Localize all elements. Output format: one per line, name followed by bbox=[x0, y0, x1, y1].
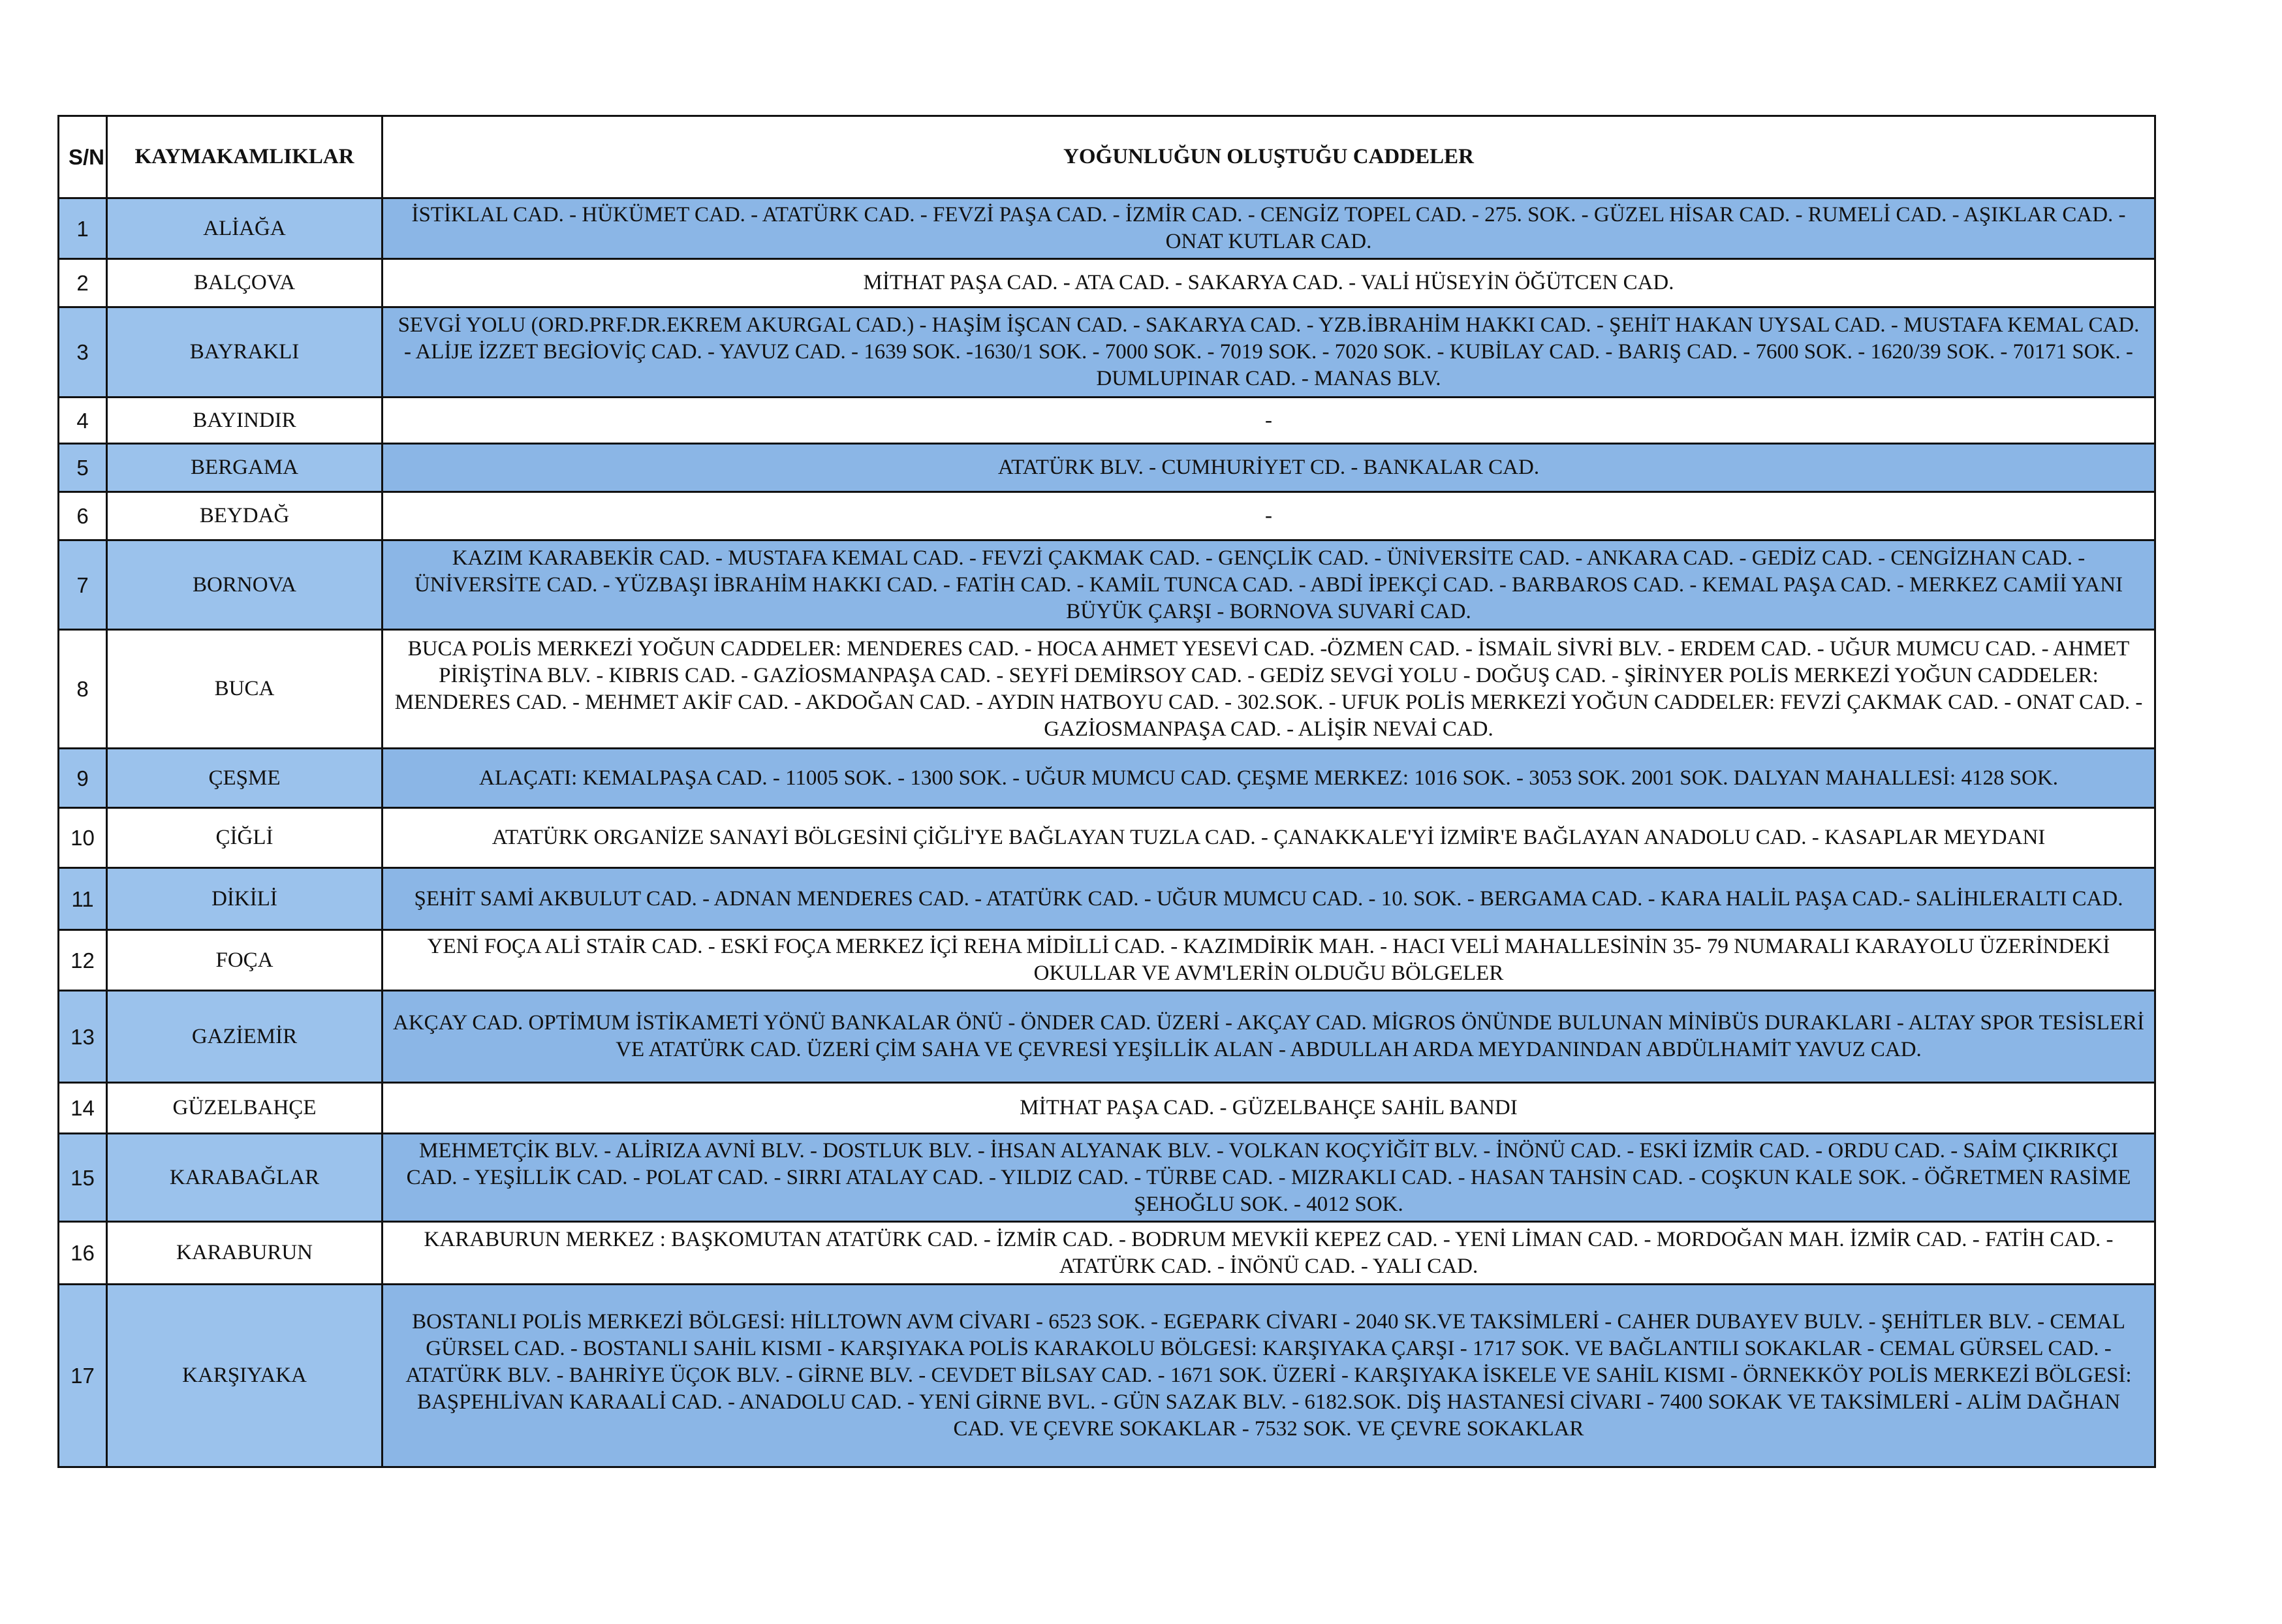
row-number: 8 bbox=[59, 630, 107, 749]
table-row bbox=[59, 1222, 2155, 1285]
district-name: KARABURUN bbox=[107, 1222, 383, 1285]
street-list: MİTHAT PAŞA CAD. - GÜZELBAHÇE SAHİL BANDI bbox=[383, 1083, 2155, 1134]
row-number: 10 bbox=[59, 808, 107, 868]
row-number: 16 bbox=[59, 1222, 107, 1285]
table-row bbox=[59, 540, 2155, 630]
district-name: GÜZELBAHÇE bbox=[107, 1083, 383, 1134]
street-list: YENİ FOÇA ALİ STAİR CAD. - ESKİ FOÇA MERKEZ İÇİ REHA MİDİLLİ CAD. - KAZIMDİRİK MAH. - HACI VELİ MAHALLESİNİN 35- 79 NUMARALI KARAYOLU ÜZERİNDEKİ OKULLAR VE AVM'LERİN OLDUĞU BÖLGELER bbox=[383, 930, 2155, 991]
street-list: KARABURUN MERKEZ : BAŞKOMUTAN ATATÜRK CAD. - İZMİR CAD. - BODRUM MEVKİİ KEPEZ CAD. - YENİ LİMAN CAD. - MORDOĞAN MAH. İZMİR CAD. - FATİH CAD. - ATATÜRK CAD. - İNÖNÜ CAD. - YALI CAD. bbox=[383, 1222, 2155, 1285]
congestion-table bbox=[57, 115, 2156, 1468]
street-list: MEHMETÇİK BLV. - ALİRIZA AVNİ BLV. - DOSTLUK BLV. - İHSAN ALYANAK BLV. - VOLKAN KOÇYİĞİT BLV. - İNÖNÜ CAD. - ESKİ İZMİR CAD. - ORDU CAD. - SAİM ÇIKRIKÇI CAD. - YEŞİLLİK CAD. - POLAT CAD. - SIRRI ATALAY CAD. - YILDIZ CAD. - TÜRBE CAD. - MIZRAKLI CAD. - HASAN TAHSİN CAD. - COŞKUN KALE SOK. - ÖĞRETMEN RASİME ŞEHOĞLU SOK. - 4012 SOK. bbox=[383, 1134, 2155, 1222]
row-number: 3 bbox=[59, 307, 107, 398]
street-list: AKÇAY CAD. OPTİMUM İSTİKAMETİ YÖNÜ BANKALAR ÖNÜ - ÖNDER CAD. ÜZERİ - AKÇAY CAD. MİGROS ÖNÜNDE BULUNAN MİNİBÜS DURAKLARI - ALTAY SPOR TESİSLERİ VE ATATÜRK CAD. ÜZERİ ÇİM SAHA VE ÇEVRESİ YEŞİLLİK ALAN - ABDULLAH ARDA MEYDANINDAN ABDÜLHAMİT YAVUZ CAD. bbox=[383, 991, 2155, 1083]
street-list: SEVGİ YOLU (ORD.PRF.DR.EKREM AKURGAL CAD.) - HAŞİM İŞCAN CAD. - SAKARYA CAD. - YZB.İBRAHİM HAKKI CAD. - ŞEHİT HAKAN UYSAL CAD. - MUSTAFA KEMAL CAD. - ALİJE İZZET BEGİOVİÇ CAD. - YAVUZ CAD. - 1639 SOK. -1630/1 SOK. - 7000 SOK. - 7019 SOK. - 7020 SOK. - KUBİLAY CAD. - BARIŞ CAD. - 7600 SOK. - 1620/39 SOK. - 70171 SOK. - DUMLUPINAR CAD. - MANAS BLV. bbox=[383, 307, 2155, 398]
district-name: FOÇA bbox=[107, 930, 383, 991]
street-list: ALAÇATI: KEMALPAŞA CAD. - 11005 SOK. - 1300 SOK. - UĞUR MUMCU CAD. ÇEŞME MERKEZ: 1016 SOK. - 3053 SOK. 2001 SOK. DALYAN MAHALLESİ: 4128 SOK. bbox=[383, 749, 2155, 808]
district-name: BORNOVA bbox=[107, 540, 383, 630]
row-number: 11 bbox=[59, 868, 107, 930]
district-name: BALÇOVA bbox=[107, 259, 383, 307]
table-header-row bbox=[59, 116, 2155, 198]
table-row bbox=[59, 808, 2155, 868]
row-number: 9 bbox=[59, 749, 107, 808]
row-number: 14 bbox=[59, 1083, 107, 1134]
header-district: KAYMAKAMLIKLAR bbox=[107, 116, 383, 198]
street-list: İSTİKLAL CAD. - HÜKÜMET CAD. - ATATÜRK CAD. - FEVZİ PAŞA CAD. - İZMİR CAD. - CENGİZ TOPEL CAD. - 275. SOK. - GÜZEL HİSAR CAD. - RUMELİ CAD. - AŞIKLAR CAD. - ONAT KUTLAR CAD. bbox=[383, 198, 2155, 259]
row-number: 7 bbox=[59, 540, 107, 630]
street-list: ŞEHİT SAMİ AKBULUT CAD. - ADNAN MENDERES CAD. - ATATÜRK CAD. - UĞUR MUMCU CAD. - 10. SOK. - BERGAMA CAD. - KARA HALİL PAŞA CAD.- SALİHLERALTI CAD. bbox=[383, 868, 2155, 930]
row-number: 12 bbox=[59, 930, 107, 991]
table-row bbox=[59, 749, 2155, 808]
street-list: ATATÜRK ORGANİZE SANAYİ BÖLGESİNİ ÇİĞLİ'YE BAĞLAYAN TUZLA CAD. - ÇANAKKALE'Yİ İZMİR'E BAĞLAYAN ANADOLU CAD. - KASAPLAR MEYDANI bbox=[383, 808, 2155, 868]
street-list: BUCA POLİS MERKEZİ YOĞUN CADDELER: MENDERES CAD. - HOCA AHMET YESEVİ CAD. -ÖZMEN CAD. - İSMAİL SİVRİ BLV. - ERDEM CAD. - UĞUR MUMCU CAD. - AHMET PİRİŞTİNA BLV. - KIBRIS CAD. - GAZİOSMANPAŞA CAD. - SEYFİ DEMİRSOY CAD. - GEDİZ SEVGİ YOLU - DOĞUŞ CAD. - ŞİRİNYER POLİS MERKEZİ YOĞUN CADDELER: MENDERES CAD. - MEHMET AKİF CAD. - AKDOĞAN CAD. - AYDIN HATBOYU CAD. - 302.SOK. - UFUK POLİS MERKEZİ YOĞUN CADDELER: FEVZİ ÇAKMAK CAD. - ONAT CAD. - GAZİOSMANPAŞA CAD. - ALİŞİR NEVAİ CAD. bbox=[383, 630, 2155, 749]
district-name: GAZİEMİR bbox=[107, 991, 383, 1083]
table-row bbox=[59, 930, 2155, 991]
street-list: MİTHAT PAŞA CAD. - ATA CAD. - SAKARYA CAD. - VALİ HÜSEYİN ÖĞÜTCEN CAD. bbox=[383, 259, 2155, 307]
district-name: KARŞIYAKA bbox=[107, 1285, 383, 1467]
table-row bbox=[59, 492, 2155, 540]
district-name: ÇEŞME bbox=[107, 749, 383, 808]
table-row bbox=[59, 259, 2155, 307]
district-name: DİKİLİ bbox=[107, 868, 383, 930]
street-list: - bbox=[383, 398, 2155, 444]
row-number: 13 bbox=[59, 991, 107, 1083]
district-name: BEYDAĞ bbox=[107, 492, 383, 540]
street-list: KAZIM KARABEKİR CAD. - MUSTAFA KEMAL CAD. - FEVZİ ÇAKMAK CAD. - GENÇLİK CAD. - ÜNİVERSİTE CAD. - ANKARA CAD. - GEDİZ CAD. - CENGİZHAN CAD. - ÜNİVERSİTE CAD. - YÜZBAŞI İBRAHİM HAKKI CAD. - FATİH CAD. - KAMİL TUNCA CAD. - ABDİ İPEKÇİ CAD. - BARBAROS CAD. - KEMAL PAŞA CAD. - MERKEZ CAMİİ YANI BÜYÜK ÇARŞI - BORNOVA SUVARİ CAD. bbox=[383, 540, 2155, 630]
header-streets: YOĞUNLUĞUN OLUŞTUĞU CADDELER bbox=[383, 116, 2155, 198]
row-number: 6 bbox=[59, 492, 107, 540]
table-row bbox=[59, 991, 2155, 1083]
table-row bbox=[59, 1285, 2155, 1467]
table-row bbox=[59, 630, 2155, 749]
row-number: 15 bbox=[59, 1134, 107, 1222]
district-name: ALİAĞA bbox=[107, 198, 383, 259]
row-number: 1 bbox=[59, 198, 107, 259]
table-row bbox=[59, 444, 2155, 492]
street-list: ATATÜRK BLV. - CUMHURİYET CD. - BANKALAR CAD. bbox=[383, 444, 2155, 492]
street-list: BOSTANLI POLİS MERKEZİ BÖLGESİ: HİLLTOWN AVM CİVARI - 6523 SOK. - EGEPARK CİVARI - 2040 SK.VE TAKSİMLERİ - CAHER DUBAYEV BULV. - ŞEHİTLER BLV. - CEMAL GÜRSEL CAD. - BOSTANLI SAHİL KISMI - KARŞIYAKA POLİS KARAKOLU BÖLGESİ: KARŞIYAKA ÇARŞI - 1717 SOK. VE BAĞLANTILI SOKAKLAR - CEMAL GÜRSEL CAD. - ATATÜRK BLV. - BAHRİYE ÜÇOK BLV. - GİRNE BLV. - CEVDET BİLSAY CAD. - 1671 SOK. ÜZERİ - KARŞIYAKA İSKELE VE SAHİL KISMI - ÖRNEKKÖY POLİS MERKEZİ BÖLGESİ: BAŞPEHLİVAN KARAALİ CAD. - ANADOLU CAD. - YENİ GİRNE BVL. - GÜN SAZAK BLV. - 6182.SOK. DİŞ HASTANESİ CİVARI - 7400 SOKAK VE TAKSİMLERİ - ALİM DAĞHAN CAD. VE ÇEVRE SOKAKLAR - 7532 SOK. VE ÇEVRE SOKAKLAR bbox=[383, 1285, 2155, 1467]
street-list: - bbox=[383, 492, 2155, 540]
district-name: BAYINDIR bbox=[107, 398, 383, 444]
row-number: 5 bbox=[59, 444, 107, 492]
row-number: 2 bbox=[59, 259, 107, 307]
table-row bbox=[59, 198, 2155, 259]
table-row bbox=[59, 307, 2155, 398]
district-name: KARABAĞLAR bbox=[107, 1134, 383, 1222]
row-number: 17 bbox=[59, 1285, 107, 1467]
table-row bbox=[59, 1083, 2155, 1134]
district-name: ÇİĞLİ bbox=[107, 808, 383, 868]
table-row bbox=[59, 1134, 2155, 1222]
header-sn: S/N bbox=[59, 116, 107, 198]
table-row bbox=[59, 398, 2155, 444]
district-name: BUCA bbox=[107, 630, 383, 749]
district-name: BERGAMA bbox=[107, 444, 383, 492]
row-number: 4 bbox=[59, 398, 107, 444]
table-row bbox=[59, 868, 2155, 930]
district-name: BAYRAKLI bbox=[107, 307, 383, 398]
